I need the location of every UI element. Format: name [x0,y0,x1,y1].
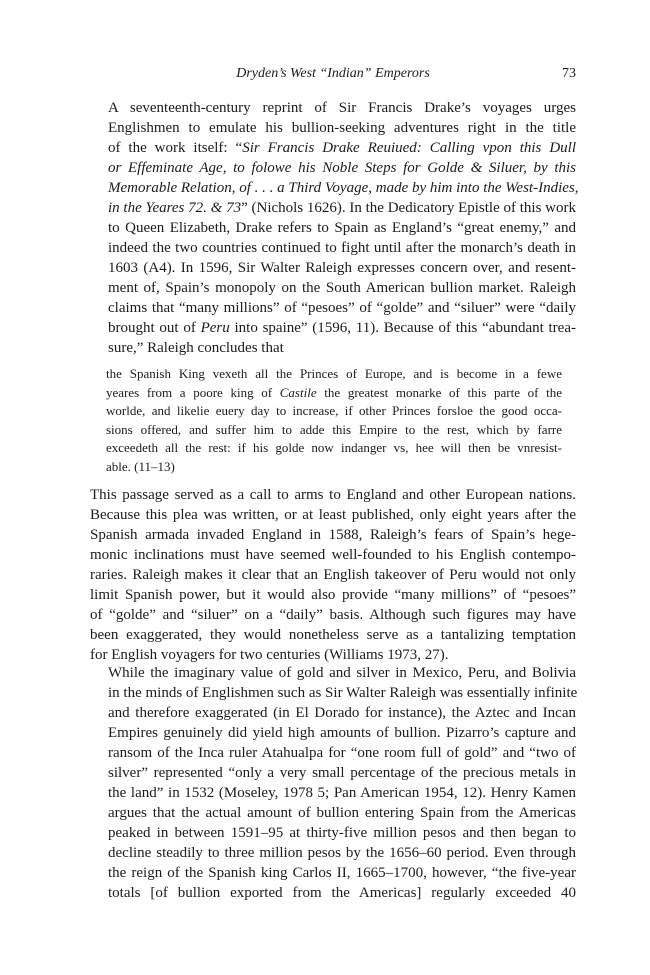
text-line: indeed the two countries continued to fight until after the monarch’s death in [108,240,576,256]
text-run: of the work itself: “ [108,140,243,156]
text-line: peaked in between 1591–95 at thirty-five million pesos and then began to [108,825,576,841]
text-line: 1603 (A4). In 1596, Sir Walter Raleigh expresses concern over, and resent- [108,260,576,276]
text-line: limit Spanish power, but it would also provide “many millions” of “pesoes” [90,587,576,603]
text-line [90,198,576,218]
running-title: Dryden’s West “Indian” Emperors [236,66,430,81]
text-line: A seventeenth-century reprint of Sir Francis Drake’s voyages urges [108,100,576,116]
text-line: of “golde” and “siluer” on a “daily” basis. Although such figures may have [90,607,576,623]
text-run: brought out of [108,320,201,336]
text-line: to Queen Elizabeth, Drake refers to Spain as England’s “great enemy,” and [108,220,576,236]
italic-title: in the Yeares 72. & 73 [108,200,242,216]
paragraph-1 [90,98,579,358]
italic-title: Memorable Relation, of . . . a Third Voyage, made by him into the West-Indies, [108,180,579,196]
paragraph-2 [90,485,576,665]
text-line: for English voyagers for two centuries (Williams 1973, 27). [90,647,449,663]
text-line: Spanish armada invaded England in 1588, Raleigh’s fears of Spain’s hege- [90,527,576,543]
text-line: claims that “many millions” of “pesoes” of “golde” and “siluer” were “daily [108,300,576,316]
text-line: argues that the actual amount of bullion entering Spain from the Americas [108,805,576,821]
text-line: monic inclinations must have seemed well-founded to his English contempo- [90,547,576,563]
text-run: yeares from a poore king of [106,384,280,400]
quote-line: able. (11–13) [106,458,175,474]
text-line [90,318,576,338]
text-line [90,178,579,198]
italic-title: Sir Francis Drake Reuiued: Calling vpon this Dull [242,140,576,156]
text-line: sure,” Raleigh concludes that [108,340,284,356]
quote-line: sions offered, and suffer him to adde this Empire to the rest, which by farre [106,421,562,437]
text-line: and therefore exaggerated (in El Dorado for instance), the Aztec and Incan [108,705,576,721]
text-line [90,138,576,158]
text-run: into spaine” (1596, 11). Because of this “abundant trea- [229,320,576,336]
text-line: ransom of the Inca ruler Atahualpa for “one room full of gold” and “two of [108,745,576,761]
text-line: silver” represented “only a very small percentage of the precious metals in [108,765,576,781]
text-line: the reign of the Spanish king Carlos II, 1665–1700, however, “the five-year [108,865,576,881]
quote-line: exceedeth all the rest: if his golde now indanger vs, hee will then be vnresist- [106,440,562,456]
quote-line: the Spanish King vexeth all the Princes of Europe, and is become in a fewe [106,366,562,381]
running-header [90,66,576,88]
text-line: Because this plea was written, or at least published, only eight years after the [90,507,576,523]
text-line: in the minds of Englishmen such as Sir Walter Raleigh was essentially infinite [108,685,578,701]
italic-title: or Effeminate Age, to folowe his Noble Steps for Golde & Siluer, by this [108,160,576,176]
page-number: 73 [562,66,576,81]
text-line: ment of, Spain’s monopoly on the South American bullion market. Raleigh [108,280,576,296]
block-quote [106,365,562,477]
text-run: ” (Nichols 1626). In the Dedicatory Epistle of this work [241,200,577,216]
paragraph-3 [90,663,576,903]
text-line: the land” in 1532 (Moseley, 1978 5; Pan American 1954, 12). Henry Kamen [108,785,576,801]
italic-place: Castile [279,384,317,400]
text-line: been exaggerated, they would nonetheless serve as a tantalizing temptation [90,627,576,643]
text-line: This passage served as a call to arms to England and other European nations. [90,487,576,503]
text-run: the greatest monarke of this parte of the [316,384,563,400]
text-line: decline steadily to three million pesos by the 1656–60 period. Even through [108,845,576,861]
quote-line [106,384,562,403]
text-line: While the imaginary value of gold and silver in Mexico, Peru, and Bolivia [108,665,576,681]
italic-place: Peru [200,320,230,336]
text-line: totals [of bullion exported from the Americas] regularly exceeded 40 [108,885,576,901]
text-line [90,158,576,178]
text-line: raries. Raleigh makes it clear that an English takeover of Peru would not only [90,567,576,583]
text-line: Englishmen to emulate his bullion-seeking adventures right in the title [108,120,576,136]
text-line: Empires genuinely did yield high amounts of bullion. Pizarro’s capture and [108,725,576,741]
quote-line: worlde, and likelie euery day to increase, if other Princes forsloe the good occa- [106,403,562,419]
